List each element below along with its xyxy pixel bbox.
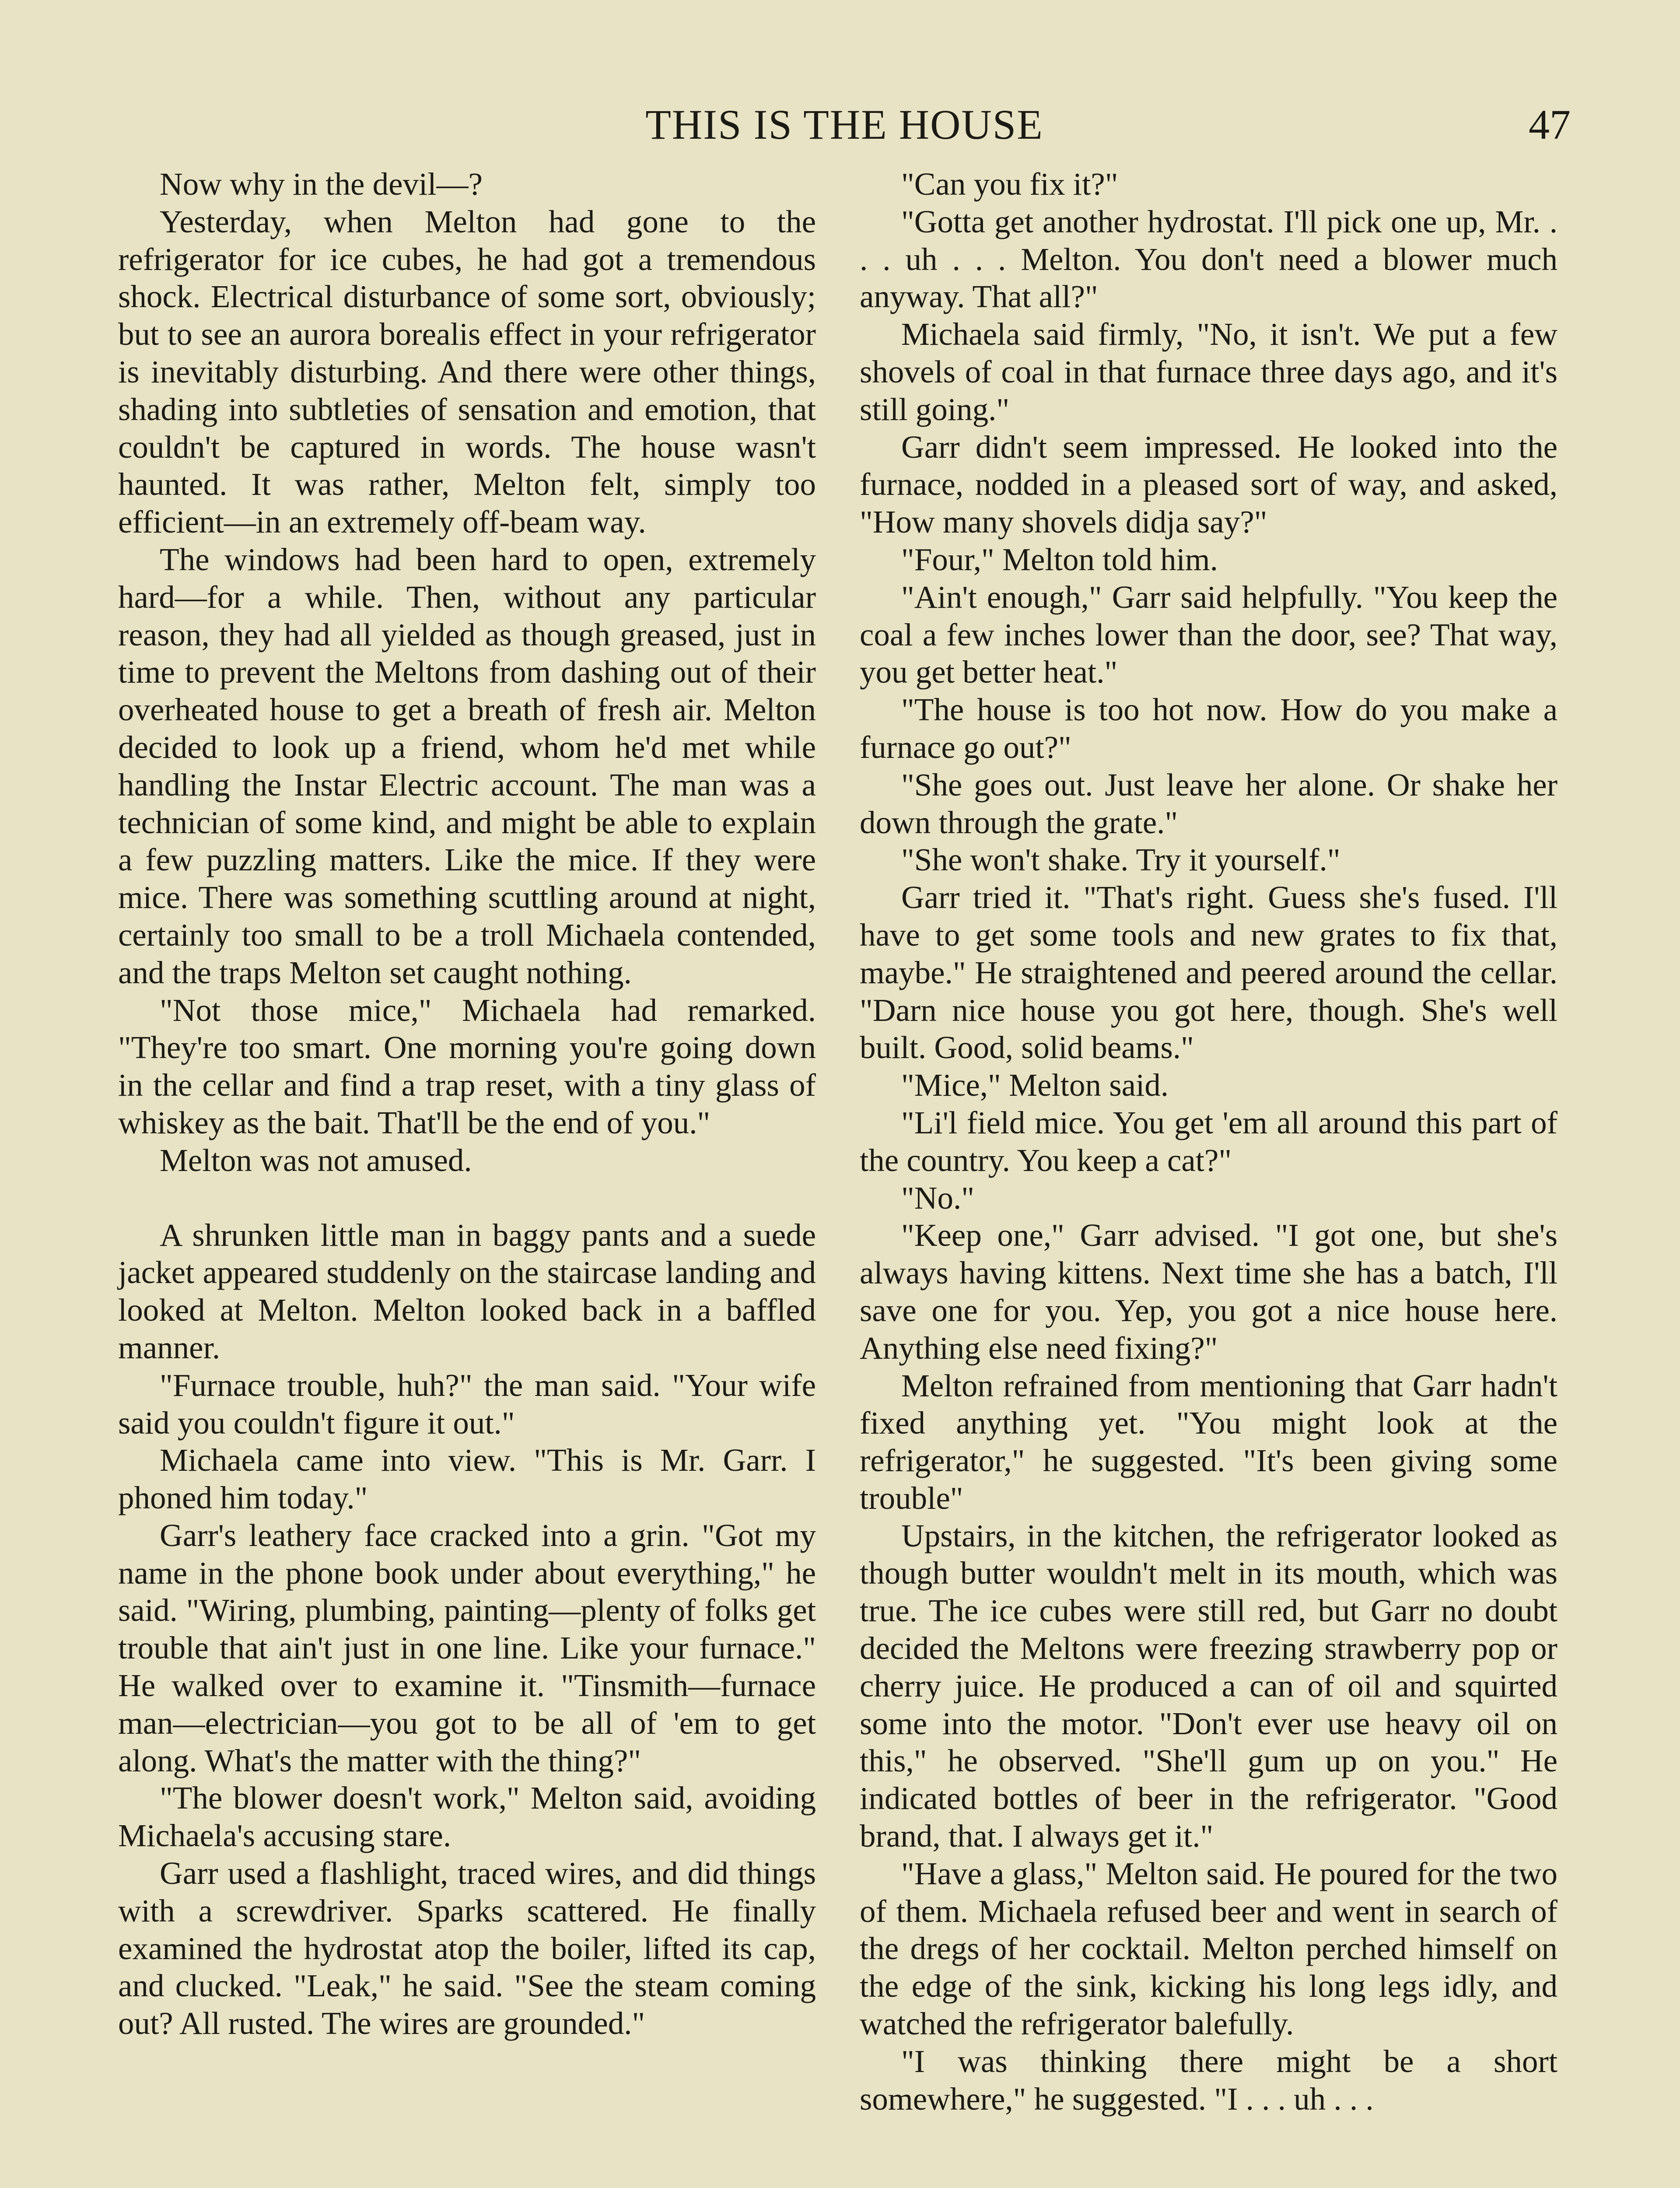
paragraph: Now why in the devil—? — [160, 166, 483, 202]
paragraph: "Keep one," Garr advised. "I got one, but she's always having kittens. Next time she has a batch, I'll save one for you. Yep, you got a nice house here. Anything else need fixing?" — [860, 1217, 1558, 1366]
right-text-column — [860, 165, 1558, 2118]
paragraph: Melton refrained from mentioning that Garr hadn't fixed anything yet. "You might look at the refrigerator," he suggested. "It's been giving some trouble" — [860, 1368, 1558, 1516]
paragraph: "Furnace trouble, huh?" the man said. "Your wife said you couldn't figure it out." — [118, 1367, 816, 1441]
paragraph: "The blower doesn't work," Melton said, avoiding Michaela's accusing stare. — [118, 1780, 816, 1854]
paragraph: A shrunken little man in baggy pants and a suede jacket appeared studdenly on the staircase landing and looked at Melton. Melton looked back in a baffled manner. — [118, 1217, 816, 1365]
paragraph: Upstairs, in the kitchen, the refrigerator looked as though butter wouldn't melt in its mouth, which was true. The ice cubes were still red, but Garr no doubt decided the Meltons were freezing strawberry pop or cherry juice. He produced a can of oil and squirted some into the motor. "Don't ever use heavy oil on this," he observed. "She'll gum up on you." He indicated bottles of beer in the refrigerator. "Good brand, that. I always get it." — [860, 1518, 1558, 1854]
paragraph: "Can you fix it?" — [901, 166, 1118, 202]
paragraph: Garr tried it. "That's right. Guess she's fused. I'll have to get some tools and new grates to fix that, maybe." He straightened and peered around the cellar. "Darn nice house you got here, though. She's well built. Good, solid beams." — [860, 880, 1558, 1066]
paragraph: "Mice," Melton said. — [901, 1067, 1169, 1103]
paragraph: Garr's leathery face cracked into a grin. "Got my name in the phone book under about everything," he said. "Wiring, plumbing, painting—plenty of folks get trouble that ain't just in one line. Like your furnace." He walked over to examine it. "Tinsmith—furnace man—electrician—you got to be all of 'em to get along. What's the matter with the thing?" — [118, 1517, 816, 1778]
paragraph: Garr didn't seem impressed. He looked into the furnace, nodded in a pleased sort of way, and asked, "How many shovels didja say?" — [860, 429, 1558, 540]
paragraph: The windows had been hard to open, extremely hard—for a while. Then, without any particular reason, they had all yielded as though greased, just in time to prevent the Meltons from dashing out of their overheated house to get a breath of fresh air. Melton decided to look up a friend, whom he'd met while handling the Instar Electric account. The man was a technician of some kind, and might be able to explain a few puzzling matters. Like the mice. If they were mice. There was something scuttling around at night, certainly too small to be a troll Michaela contended, and the traps Melton set caught nothing. — [118, 541, 816, 990]
paragraph: Michaela came into view. "This is Mr. Garr. I phoned him today." — [118, 1442, 816, 1516]
paragraph: "She won't shake. Try it yourself." — [901, 842, 1340, 878]
page-header — [118, 98, 1571, 151]
paragraph: "No." — [901, 1180, 975, 1216]
running-title: THIS IS THE HOUSE — [645, 101, 1043, 148]
paragraph: "Li'l field mice. You get 'em all around this part of the country. You keep a cat?" — [860, 1105, 1558, 1178]
paragraph: "Gotta get another hydrostat. I'll pick one up, Mr. . . . uh . . . Melton. You don't need a blower much anyway. That all?" — [860, 203, 1558, 315]
paragraph: Michaela said firmly, "No, it isn't. We put a few shovels of coal in that furnace three days ago, and it's still going." — [860, 316, 1558, 427]
paragraph: "I was thinking there might be a short somewhere," he suggested. "I . . . uh . . . — [860, 2043, 1558, 2117]
paragraph: "The house is too hot now. How do you make a furnace go out?" — [860, 692, 1558, 765]
paragraph: "Ain't enough," Garr said helpfully. "You keep the coal a few inches lower than the door, see? That way, you get better heat." — [860, 579, 1558, 690]
paragraph: "She goes out. Just leave her alone. Or shake her down through the grate." — [860, 767, 1558, 840]
paragraph: "Four," Melton told him. — [901, 541, 1218, 577]
page-number: 47 — [1529, 101, 1571, 148]
left-text-column — [118, 165, 816, 2042]
paragraph: Garr used a flashlight, traced wires, and did things with a screwdriver. Sparks scattered. He finally examined the hydrostat atop the boiler, lifted its cap, and clucked. "Leak," he said. "See the steam coming out? All rusted. The wires are grounded." — [118, 1855, 816, 2041]
paragraph: "Have a glass," Melton said. He poured for the two of them. Michaela refused beer and went in search of the dregs of her cocktail. Melton perched himself on the edge of the sink, kicking his long legs idly, and watched the refrigerator balefully. — [860, 1855, 1558, 2042]
paragraph: "Not those mice," Michaela had remarked. "They're too smart. One morning you're going down in the cellar and find a trap reset, with a tiny glass of whiskey as the bait. That'll be the end of you." — [118, 992, 816, 1140]
paragraph: Yesterday, when Melton had gone to the refrigerator for ice cubes, he had got a tremendous shock. Electrical disturbance of some sort, obviously; but to see an aurora borealis effect in your refrigerator is inevitably disturbing. And there were other things, shading into subtleties of sensation and emotion, that couldn't be captured in words. The house wasn't haunted. It was rather, Melton felt, simply too efficient—in an extremely off-beam way. — [118, 203, 816, 540]
paragraph: Melton was not amused. — [160, 1142, 472, 1178]
